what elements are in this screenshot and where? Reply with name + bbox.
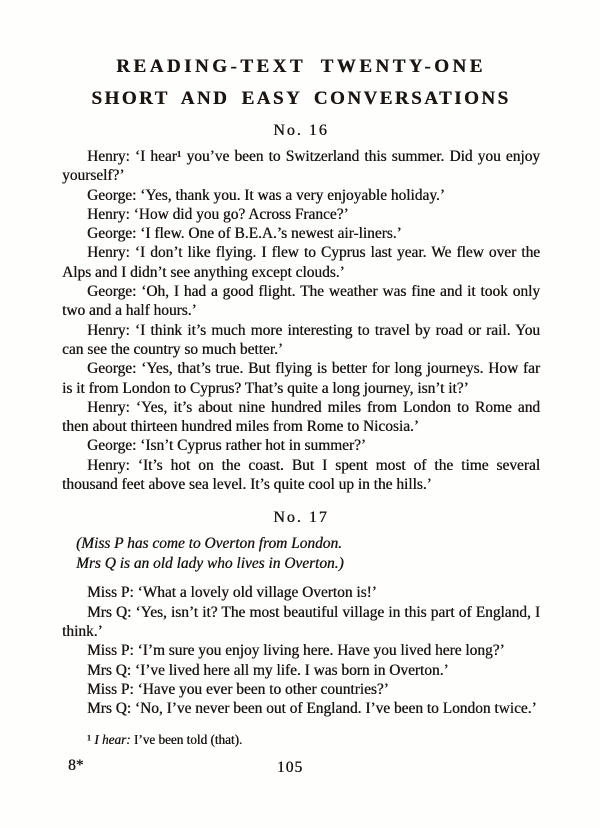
dialogue-paragraph: Miss P: ‘What a lovely old village Overton is!’ [87,584,377,602]
dialogue-paragraph: Henry: ‘I don’t like flying. I flew to Cyprus last year. We flew over the Alps and I didn’t see anything except clouds.’ [62,244,540,281]
page-title: READING-TEXT TWENTY-ONE [116,56,486,77]
dialogue-paragraph: George: ‘Yes, thank you. It was a very enjoyable holiday.’ [87,186,445,204]
dialogue-paragraph: Mrs Q: ‘No, I’ve never been out of England. I’ve been to London twice.’ [87,700,537,718]
footnote [62,731,540,748]
stage-direction [62,534,540,574]
section-number: No. 16 [273,122,329,139]
page-footer [62,757,540,777]
conversation-section [62,122,540,494]
dialogue-paragraph: George: ‘I flew. One of B.E.A.’s newest air-liners.’ [87,225,402,243]
signature-mark: 8* [68,757,84,775]
dialogue-paragraph: Henry: ‘Yes, it’s about nine hundred miles from London to Rome and then about thirteen hundred miles from Rome to Nicosia.’ [62,398,540,436]
dialogue-paragraph: Henry: ‘It’s hot on the coast. But I spent most of the time several thousand feet above sea level. It’s quite cool up in the hills.’ [62,456,540,494]
page-subtitle: SHORT AND EASY CONVERSATIONS [91,88,511,109]
footnote-term: I hear: [94,732,131,748]
stage-direction-line: Mrs Q is an old lady who lives in Overton.) [76,555,344,573]
section-number: No. 17 [273,509,329,527]
conversation-sections [62,122,540,718]
dialogue-paragraph: Mrs Q: ‘Yes, isn’t it? The most beautiful village in this part of England, I think.’ [62,603,540,640]
dialogue-paragraph: Henry: ‘I think it’s much more interesting to travel by road or rail. You can see the country so much better.’ [62,321,540,358]
conversation-section [62,509,540,718]
dialogue-paragraph: George: ‘Yes, that’s true. But flying is better for long journeys. How far is it from London to Cyprus? That’s quite a long journey, isn’t it?’ [62,360,540,397]
page-number: 105 [276,759,304,777]
stage-direction-line: (Miss P has come to Overton from London. [76,535,342,553]
footnote-text: I’ve been told (that). [133,732,243,748]
footnote-marker: ¹ [87,732,91,748]
dialogue-paragraph: Miss P: ‘Have you ever been to other countries?’ [87,680,389,698]
dialogue-paragraph: Mrs Q: ‘I’ve lived here all my life. I was born in Overton.’ [87,661,449,679]
dialogue-paragraph: George: ‘Oh, I had a good flight. The weather was fine and it took only two and a half hours.’ [62,283,540,320]
dialogue-paragraph: Henry: ‘How did you go? Across France?’ [87,205,349,223]
dialogue-paragraph: Henry: ‘I hear¹ you’ve been to Switzerland this summer. Did you enjoy yourself?’ [62,148,540,185]
dialogue-paragraph: George: ‘Isn’t Cyprus rather hot in summer?’ [87,437,366,455]
dialogue-paragraph: Miss P: ‘I’m sure you enjoy living here. Have you lived here long?’ [87,642,505,660]
